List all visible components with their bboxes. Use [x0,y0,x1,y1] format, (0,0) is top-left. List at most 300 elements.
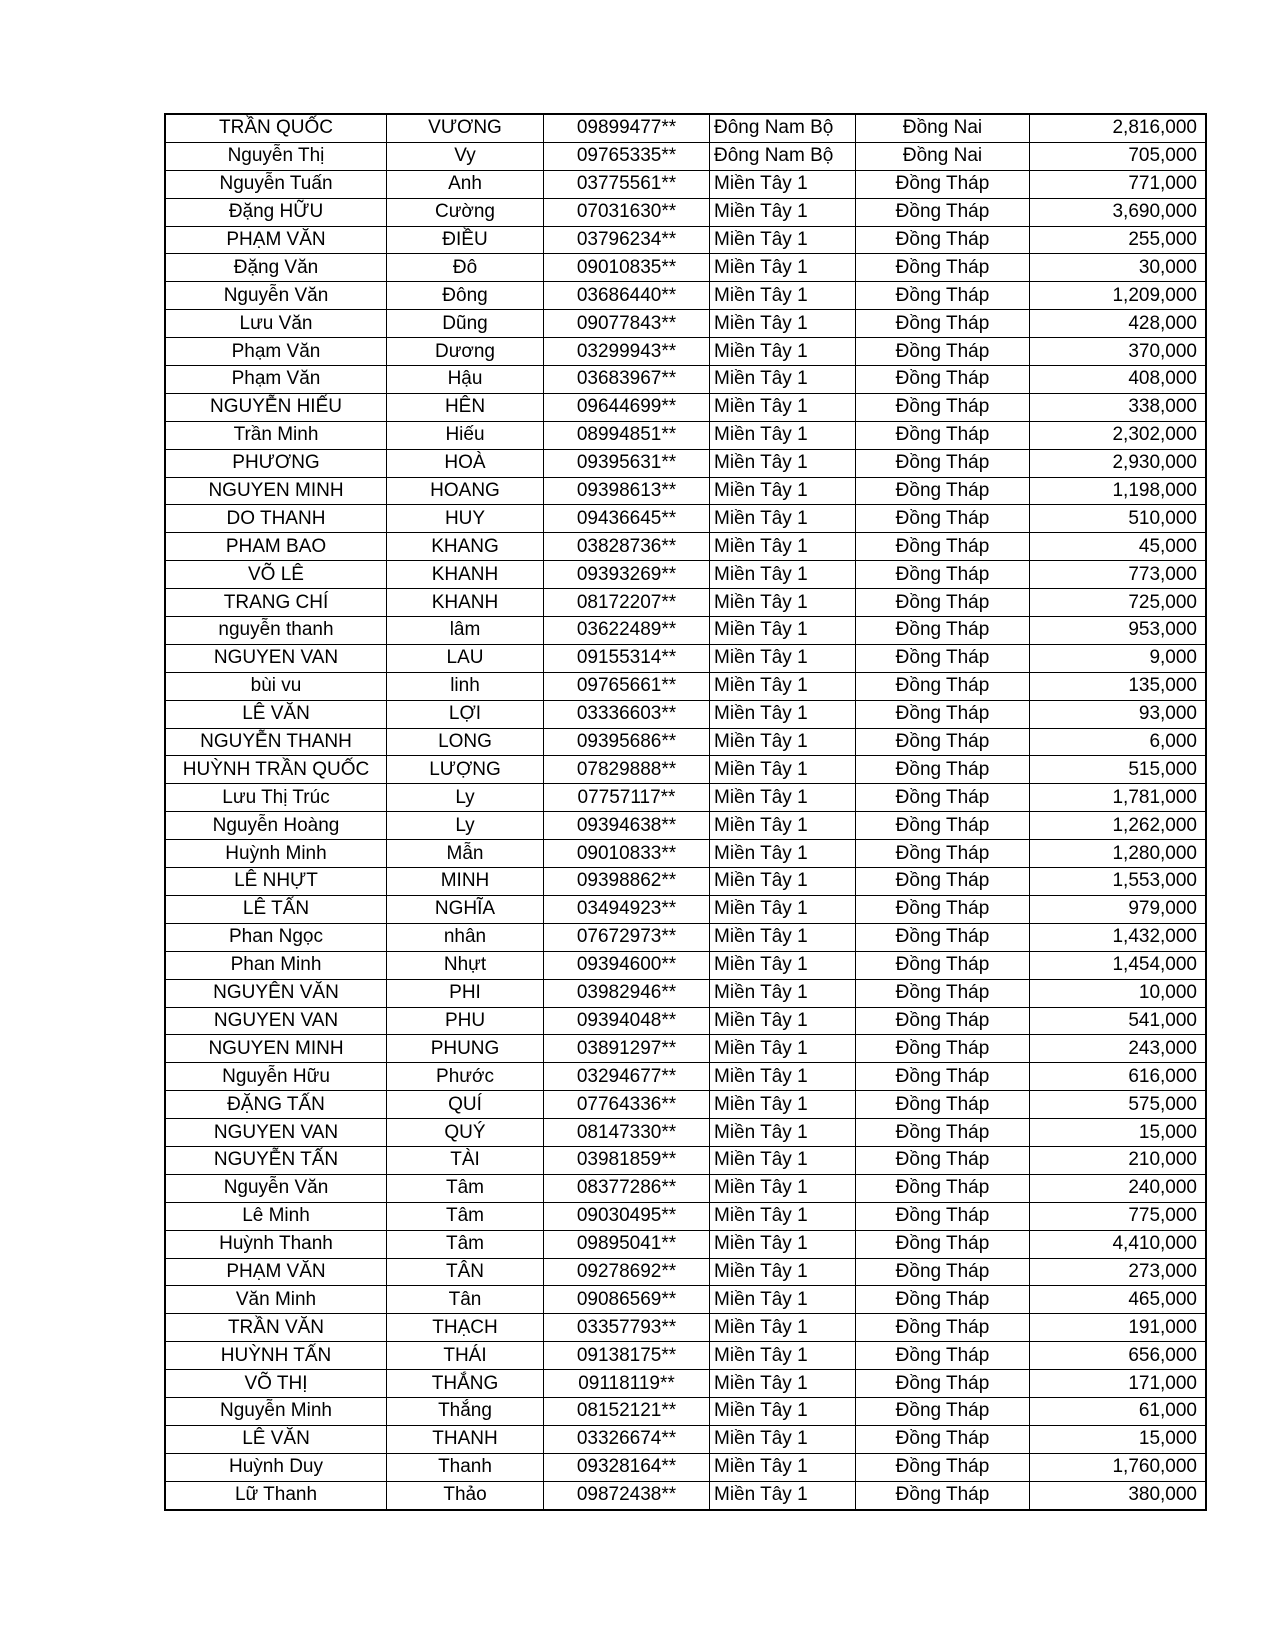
given-name-cell: KHANH [387,589,544,617]
amount-cell: 210,000 [1030,1146,1207,1174]
amount-cell: 380,000 [1030,1481,1207,1509]
given-name-cell: Hiếu [387,421,544,449]
given-name-cell: Ly [387,784,544,812]
region-cell: Miền Tây 1 [710,1481,856,1509]
surname-cell: NGUYEN MINH [165,1035,387,1063]
region-cell: Đông Nam Bộ [710,114,856,142]
amount-cell: 656,000 [1030,1342,1207,1370]
surname-cell: Huỳnh Thanh [165,1230,387,1258]
given-name-cell: Thảo [387,1481,544,1509]
surname-cell: LÊ TẤN [165,895,387,923]
amount-cell: 191,000 [1030,1314,1207,1342]
amount-cell: 465,000 [1030,1286,1207,1314]
table-row [165,170,1206,198]
surname-cell: Phạm Văn [165,338,387,366]
phone-cell: 09899477** [544,114,710,142]
region-cell: Miền Tây 1 [710,1007,856,1035]
surname-cell: Đặng HỮU [165,198,387,226]
region-cell: Miền Tây 1 [710,895,856,923]
table-row [165,505,1206,533]
table-row [165,1146,1206,1174]
table-row [165,1453,1206,1481]
region-cell: Miền Tây 1 [710,672,856,700]
given-name-cell: Dương [387,338,544,366]
phone-cell: 09138175** [544,1342,710,1370]
table-row [165,282,1206,310]
given-name-cell: Tân [387,1286,544,1314]
province-cell: Đồng Tháp [856,728,1030,756]
given-name-cell: MINH [387,868,544,896]
surname-cell: NGUYỄN TẤN [165,1146,387,1174]
province-cell: Đồng Tháp [856,170,1030,198]
given-name-cell: Đông [387,282,544,310]
given-name-cell: HUY [387,505,544,533]
region-cell: Miền Tây 1 [710,1174,856,1202]
phone-cell: 09155314** [544,644,710,672]
phone-cell: 09765335** [544,142,710,170]
amount-cell: 979,000 [1030,895,1207,923]
phone-cell: 08147330** [544,1119,710,1147]
given-name-cell: LỢI [387,700,544,728]
given-name-cell: linh [387,672,544,700]
given-name-cell: Thanh [387,1453,544,1481]
phone-cell: 09010835** [544,254,710,282]
amount-cell: 135,000 [1030,672,1207,700]
phone-cell: 09394638** [544,812,710,840]
amount-cell: 1,454,000 [1030,951,1207,979]
phone-cell: 03299943** [544,338,710,366]
recipient-table-body [165,114,1206,1510]
table-row [165,1397,1206,1425]
phone-cell: 03357793** [544,1314,710,1342]
amount-cell: 1,553,000 [1030,868,1207,896]
province-cell: Đồng Tháp [856,1174,1030,1202]
given-name-cell: HOÀ [387,449,544,477]
given-name-cell: QUÍ [387,1091,544,1119]
table-row [165,310,1206,338]
province-cell: Đồng Tháp [856,644,1030,672]
given-name-cell: LAU [387,644,544,672]
table-row [165,1174,1206,1202]
table-row [165,840,1206,868]
given-name-cell: THÁI [387,1342,544,1370]
amount-cell: 93,000 [1030,700,1207,728]
phone-cell: 03686440** [544,282,710,310]
table-row [165,477,1206,505]
region-cell: Miền Tây 1 [710,505,856,533]
region-cell: Miền Tây 1 [710,254,856,282]
table-row [165,812,1206,840]
table-row [165,672,1206,700]
surname-cell: VÕ THỊ [165,1370,387,1398]
phone-cell: 09398862** [544,868,710,896]
given-name-cell: Đô [387,254,544,282]
amount-cell: 1,198,000 [1030,477,1207,505]
phone-cell: 09436645** [544,505,710,533]
given-name-cell: Dũng [387,310,544,338]
surname-cell: Huỳnh Duy [165,1453,387,1481]
amount-cell: 616,000 [1030,1063,1207,1091]
surname-cell: NGUYEN VAN [165,1007,387,1035]
surname-cell: Trần Minh [165,421,387,449]
phone-cell: 07031630** [544,198,710,226]
phone-cell: 08152121** [544,1397,710,1425]
given-name-cell: Phước [387,1063,544,1091]
surname-cell: ĐẶNG TẤN [165,1091,387,1119]
province-cell: Đồng Tháp [856,1453,1030,1481]
province-cell: Đồng Nai [856,142,1030,170]
amount-cell: 15,000 [1030,1119,1207,1147]
given-name-cell: PHI [387,979,544,1007]
phone-cell: 03622489** [544,617,710,645]
given-name-cell: THANH [387,1425,544,1453]
amount-cell: 1,209,000 [1030,282,1207,310]
table-row [165,868,1206,896]
region-cell: Miền Tây 1 [710,951,856,979]
table-row [165,1370,1206,1398]
table-row [165,923,1206,951]
amount-cell: 510,000 [1030,505,1207,533]
amount-cell: 515,000 [1030,756,1207,784]
amount-cell: 1,432,000 [1030,923,1207,951]
table-row [165,1007,1206,1035]
given-name-cell: NGHĨA [387,895,544,923]
amount-cell: 10,000 [1030,979,1207,1007]
given-name-cell: THẠCH [387,1314,544,1342]
surname-cell: LÊ NHỰT [165,868,387,896]
table-row [165,728,1206,756]
surname-cell: nguyễn thanh [165,617,387,645]
amount-cell: 9,000 [1030,644,1207,672]
given-name-cell: PHUNG [387,1035,544,1063]
surname-cell: Nguyễn Hữu [165,1063,387,1091]
given-name-cell: Mẫn [387,840,544,868]
region-cell: Miền Tây 1 [710,1370,856,1398]
surname-cell: NGUYÊN VĂN [165,979,387,1007]
given-name-cell: THẮNG [387,1370,544,1398]
surname-cell: Văn Minh [165,1286,387,1314]
surname-cell: bùi vu [165,672,387,700]
region-cell: Miền Tây 1 [710,1453,856,1481]
phone-cell: 09278692** [544,1258,710,1286]
phone-cell: 09765661** [544,672,710,700]
table-row [165,1481,1206,1509]
province-cell: Đồng Tháp [856,366,1030,394]
amount-cell: 2,816,000 [1030,114,1207,142]
surname-cell: Nguyễn Văn [165,282,387,310]
amount-cell: 773,000 [1030,561,1207,589]
amount-cell: 255,000 [1030,226,1207,254]
region-cell: Miền Tây 1 [710,589,856,617]
phone-cell: 09872438** [544,1481,710,1509]
given-name-cell: ĐIỀU [387,226,544,254]
province-cell: Đồng Tháp [856,784,1030,812]
phone-cell: 03336603** [544,700,710,728]
phone-cell: 09086569** [544,1286,710,1314]
table-row [165,338,1206,366]
given-name-cell: KHANG [387,533,544,561]
phone-cell: 09395686** [544,728,710,756]
phone-cell: 08994851** [544,421,710,449]
province-cell: Đồng Nai [856,114,1030,142]
surname-cell: NGUYỄN THANH [165,728,387,756]
region-cell: Miền Tây 1 [710,1397,856,1425]
region-cell: Miền Tây 1 [710,338,856,366]
phone-cell: 07764336** [544,1091,710,1119]
region-cell: Miền Tây 1 [710,979,856,1007]
province-cell: Đồng Tháp [856,672,1030,700]
region-cell: Miền Tây 1 [710,198,856,226]
phone-cell: 03891297** [544,1035,710,1063]
surname-cell: Nguyễn Hoàng [165,812,387,840]
surname-cell: Đặng Văn [165,254,387,282]
table-row [165,226,1206,254]
province-cell: Đồng Tháp [856,1119,1030,1147]
phone-cell: 07672973** [544,923,710,951]
amount-cell: 45,000 [1030,533,1207,561]
region-cell: Miền Tây 1 [710,226,856,254]
surname-cell: TRẦN QUỐC [165,114,387,142]
amount-cell: 953,000 [1030,617,1207,645]
region-cell: Miền Tây 1 [710,868,856,896]
table-row [165,756,1206,784]
given-name-cell: Thắng [387,1397,544,1425]
phone-cell: 03326674** [544,1425,710,1453]
province-cell: Đồng Tháp [856,1258,1030,1286]
region-cell: Miền Tây 1 [710,561,856,589]
province-cell: Đồng Tháp [856,589,1030,617]
province-cell: Đồng Tháp [856,1481,1030,1509]
table-row [165,421,1206,449]
given-name-cell: Nhựt [387,951,544,979]
province-cell: Đồng Tháp [856,923,1030,951]
province-cell: Đồng Tháp [856,979,1030,1007]
region-cell: Miền Tây 1 [710,784,856,812]
province-cell: Đồng Tháp [856,812,1030,840]
surname-cell: DO THANH [165,505,387,533]
table-row [165,1230,1206,1258]
province-cell: Đồng Tháp [856,1342,1030,1370]
table-row [165,895,1206,923]
region-cell: Miền Tây 1 [710,1425,856,1453]
surname-cell: NGUYEN VAN [165,644,387,672]
province-cell: Đồng Tháp [856,421,1030,449]
province-cell: Đồng Tháp [856,1286,1030,1314]
amount-cell: 771,000 [1030,170,1207,198]
province-cell: Đồng Tháp [856,310,1030,338]
region-cell: Miền Tây 1 [710,812,856,840]
amount-cell: 2,302,000 [1030,421,1207,449]
table-row [165,617,1206,645]
surname-cell: Phan Ngọc [165,923,387,951]
province-cell: Đồng Tháp [856,1425,1030,1453]
surname-cell: PHAM BAO [165,533,387,561]
province-cell: Đồng Tháp [856,338,1030,366]
table-row [165,1286,1206,1314]
region-cell: Miền Tây 1 [710,756,856,784]
phone-cell: 09394600** [544,951,710,979]
amount-cell: 171,000 [1030,1370,1207,1398]
table-row [165,1258,1206,1286]
amount-cell: 1,280,000 [1030,840,1207,868]
amount-cell: 725,000 [1030,589,1207,617]
phone-cell: 03683967** [544,366,710,394]
region-cell: Miền Tây 1 [710,1091,856,1119]
region-cell: Miền Tây 1 [710,1230,856,1258]
amount-cell: 775,000 [1030,1202,1207,1230]
phone-cell: 09644699** [544,393,710,421]
province-cell: Đồng Tháp [856,561,1030,589]
given-name-cell: nhân [387,923,544,951]
surname-cell: PHẠM VĂN [165,1258,387,1286]
surname-cell: PHƯƠNG [165,449,387,477]
province-cell: Đồng Tháp [856,1035,1030,1063]
surname-cell: Lưu Thị Trúc [165,784,387,812]
region-cell: Miền Tây 1 [710,393,856,421]
table-row [165,1314,1206,1342]
region-cell: Miền Tây 1 [710,728,856,756]
surname-cell: PHẠM VĂN [165,226,387,254]
phone-cell: 09895041** [544,1230,710,1258]
table-row [165,951,1206,979]
surname-cell: Lưu Văn [165,310,387,338]
province-cell: Đồng Tháp [856,282,1030,310]
phone-cell: 09118119** [544,1370,710,1398]
province-cell: Đồng Tháp [856,198,1030,226]
region-cell: Miền Tây 1 [710,1342,856,1370]
surname-cell: LÊ VĂN [165,1425,387,1453]
province-cell: Đồng Tháp [856,449,1030,477]
table-row [165,1342,1206,1370]
amount-cell: 338,000 [1030,393,1207,421]
amount-cell: 428,000 [1030,310,1207,338]
province-cell: Đồng Tháp [856,1370,1030,1398]
amount-cell: 1,760,000 [1030,1453,1207,1481]
table-row [165,1202,1206,1230]
phone-cell: 03775561** [544,170,710,198]
phone-cell: 08172207** [544,589,710,617]
amount-cell: 575,000 [1030,1091,1207,1119]
province-cell: Đồng Tháp [856,700,1030,728]
province-cell: Đồng Tháp [856,1063,1030,1091]
amount-cell: 408,000 [1030,366,1207,394]
region-cell: Miền Tây 1 [710,170,856,198]
region-cell: Miền Tây 1 [710,1063,856,1091]
amount-cell: 273,000 [1030,1258,1207,1286]
region-cell: Miền Tây 1 [710,700,856,728]
region-cell: Miền Tây 1 [710,617,856,645]
amount-cell: 4,410,000 [1030,1230,1207,1258]
phone-cell: 07829888** [544,756,710,784]
phone-cell: 08377286** [544,1174,710,1202]
phone-cell: 09395631** [544,449,710,477]
province-cell: Đồng Tháp [856,868,1030,896]
province-cell: Đồng Tháp [856,617,1030,645]
region-cell: Miền Tây 1 [710,366,856,394]
province-cell: Đồng Tháp [856,895,1030,923]
surname-cell: NGUYEN MINH [165,477,387,505]
region-cell: Miền Tây 1 [710,1314,856,1342]
amount-cell: 705,000 [1030,142,1207,170]
given-name-cell: Vy [387,142,544,170]
surname-cell: Huỳnh Minh [165,840,387,868]
amount-cell: 3,690,000 [1030,198,1207,226]
region-cell: Miền Tây 1 [710,477,856,505]
given-name-cell: VƯƠNG [387,114,544,142]
region-cell: Đông Nam Bộ [710,142,856,170]
given-name-cell: Tâm [387,1174,544,1202]
province-cell: Đồng Tháp [856,393,1030,421]
surname-cell: HUỲNH TRẦN QUỐC [165,756,387,784]
table-row [165,142,1206,170]
province-cell: Đồng Tháp [856,1007,1030,1035]
given-name-cell: HÊN [387,393,544,421]
table-row [165,1063,1206,1091]
given-name-cell: TÂN [387,1258,544,1286]
surname-cell: TRẦN VĂN [165,1314,387,1342]
table-row [165,589,1206,617]
amount-cell: 15,000 [1030,1425,1207,1453]
phone-cell: 09328164** [544,1453,710,1481]
province-cell: Đồng Tháp [856,756,1030,784]
surname-cell: TRANG CHÍ [165,589,387,617]
region-cell: Miền Tây 1 [710,1202,856,1230]
province-cell: Đồng Tháp [856,951,1030,979]
region-cell: Miền Tây 1 [710,1146,856,1174]
region-cell: Miền Tây 1 [710,533,856,561]
table-row [165,561,1206,589]
table-row [165,198,1206,226]
amount-cell: 243,000 [1030,1035,1207,1063]
region-cell: Miền Tây 1 [710,644,856,672]
recipient-table [164,113,1207,1511]
region-cell: Miền Tây 1 [710,449,856,477]
surname-cell: Nguyễn Thị [165,142,387,170]
region-cell: Miền Tây 1 [710,421,856,449]
surname-cell: Nguyễn Tuấn [165,170,387,198]
surname-cell: Nguyễn Văn [165,1174,387,1202]
amount-cell: 2,930,000 [1030,449,1207,477]
given-name-cell: Tâm [387,1230,544,1258]
phone-cell: 09010833** [544,840,710,868]
province-cell: Đồng Tháp [856,1397,1030,1425]
amount-cell: 30,000 [1030,254,1207,282]
given-name-cell: KHANH [387,561,544,589]
region-cell: Miền Tây 1 [710,1119,856,1147]
table-row [165,1425,1206,1453]
table-row [165,644,1206,672]
surname-cell: HUỲNH TẤN [165,1342,387,1370]
surname-cell: Nguyễn Minh [165,1397,387,1425]
region-cell: Miền Tây 1 [710,310,856,338]
phone-cell: 09398613** [544,477,710,505]
given-name-cell: Tâm [387,1202,544,1230]
table-row [165,533,1206,561]
amount-cell: 61,000 [1030,1397,1207,1425]
phone-cell: 07757117** [544,784,710,812]
surname-cell: LÊ VĂN [165,700,387,728]
given-name-cell: Hậu [387,366,544,394]
surname-cell: NGUYỄN HIẾU [165,393,387,421]
phone-cell: 03828736** [544,533,710,561]
surname-cell: Phạm Văn [165,366,387,394]
given-name-cell: PHU [387,1007,544,1035]
given-name-cell: Anh [387,170,544,198]
province-cell: Đồng Tháp [856,226,1030,254]
province-cell: Đồng Tháp [856,1091,1030,1119]
table-row [165,1119,1206,1147]
given-name-cell: TÀI [387,1146,544,1174]
